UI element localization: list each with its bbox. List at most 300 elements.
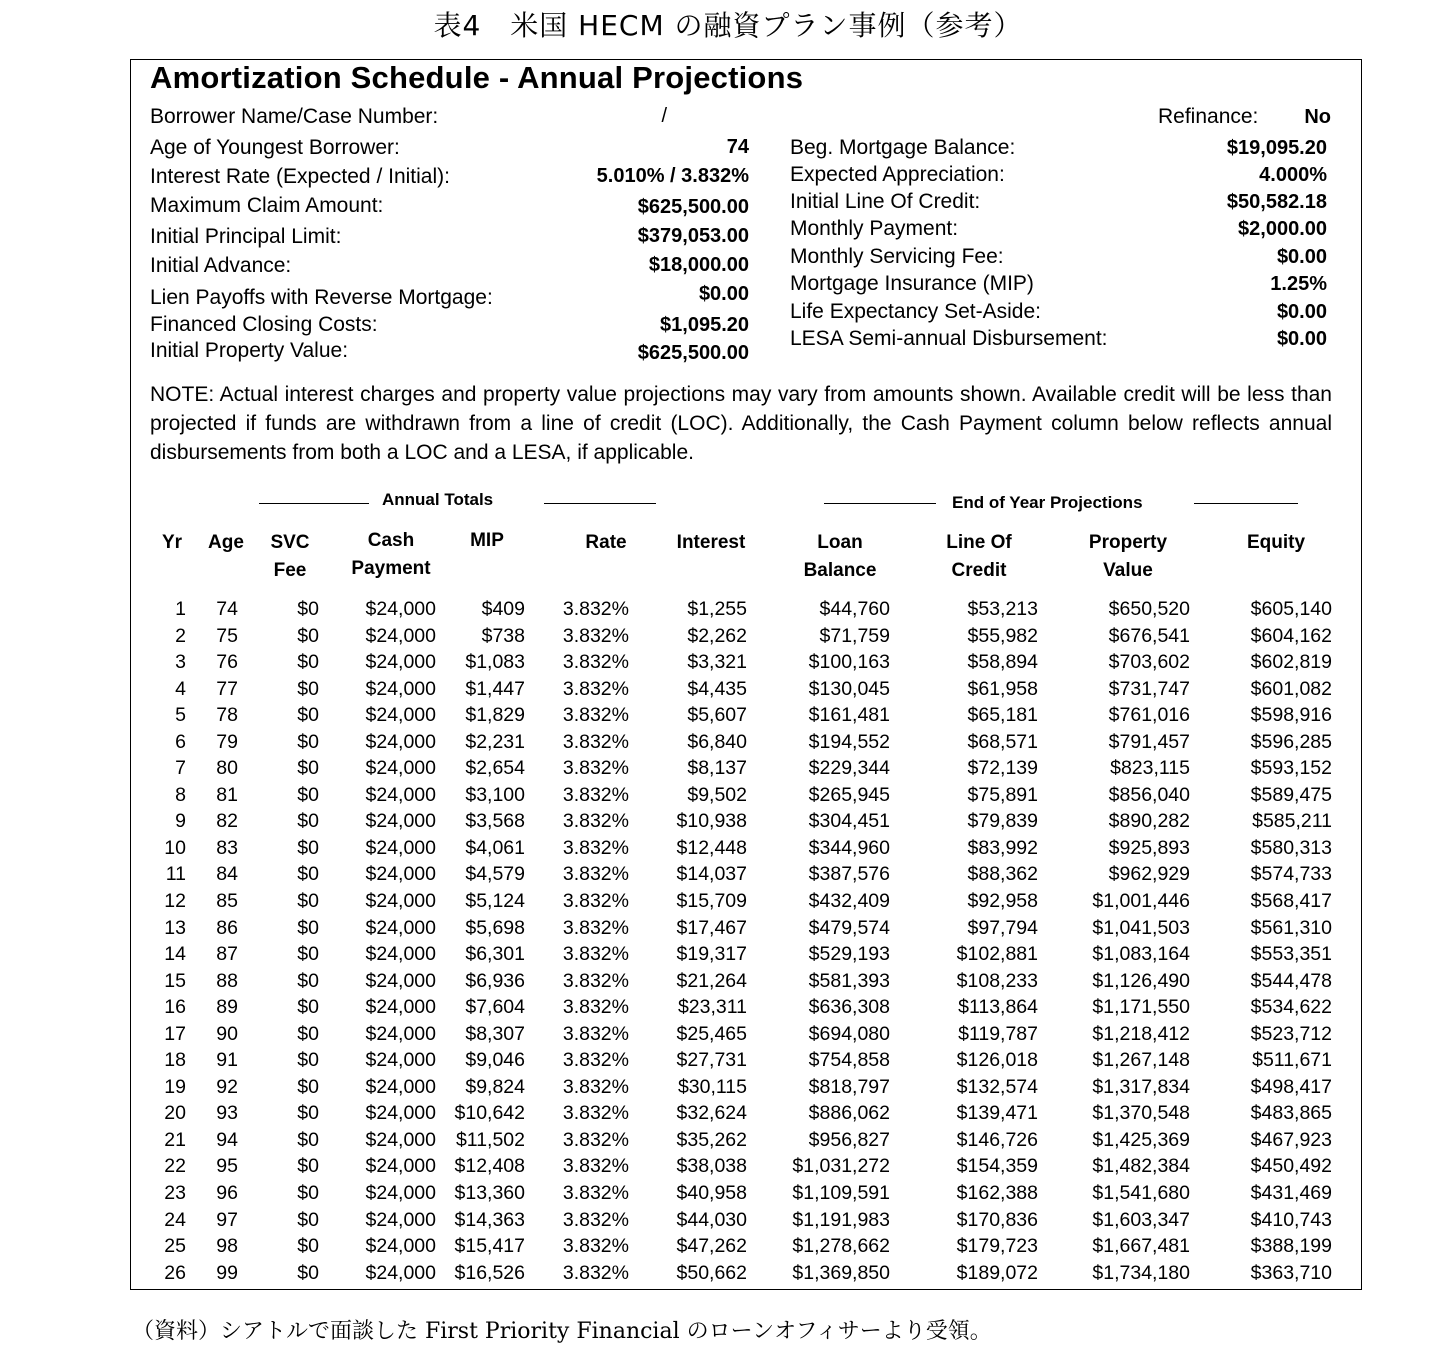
cell-cash-payment: $24,000 bbox=[365, 651, 436, 674]
cell-equity: $585,211 bbox=[1252, 810, 1332, 833]
field-label: LESA Semi-annual Disbursement: bbox=[790, 327, 1108, 350]
cell-mip: $6,301 bbox=[465, 943, 525, 966]
cell-mip: $14,363 bbox=[454, 1208, 525, 1231]
field-value: 4.000% bbox=[1259, 164, 1327, 186]
cell-line-of-credit: $61,958 bbox=[967, 677, 1038, 700]
field-label: Interest Rate (Expected / Initial): bbox=[150, 165, 450, 188]
cell-loan-balance: $886,062 bbox=[808, 1102, 890, 1125]
field-value: $0.00 bbox=[1276, 246, 1327, 268]
cell-rate: 3.832% bbox=[562, 810, 629, 833]
cell-loan-balance: $1,191,983 bbox=[792, 1208, 890, 1231]
field-label: Monthly Servicing Fee: bbox=[790, 245, 1004, 268]
cell-cash-payment: $24,000 bbox=[365, 1022, 436, 1045]
cell-property-value: $731,747 bbox=[1108, 677, 1190, 700]
cell-cash-payment: $24,000 bbox=[365, 1155, 436, 1178]
cell-svc-fee: $0 bbox=[297, 783, 319, 806]
cell-svc-fee: $0 bbox=[297, 624, 319, 647]
field-value: 1.25% bbox=[1270, 273, 1327, 295]
cell-mip: $1,083 bbox=[465, 651, 525, 674]
field-label: Borrower Name/Case Number: bbox=[150, 105, 439, 128]
cell-rate: 3.832% bbox=[562, 1049, 629, 1072]
cell-yr: 23 bbox=[164, 1182, 186, 1205]
cell-line-of-credit: $83,992 bbox=[967, 836, 1038, 859]
cell-age: 97 bbox=[216, 1208, 238, 1231]
cell-svc-fee: $0 bbox=[297, 1022, 319, 1045]
column-header-line-of-credit: Line Of Credit bbox=[946, 532, 1012, 581]
cell-line-of-credit: $126,018 bbox=[956, 1049, 1038, 1072]
cell-cash-payment: $24,000 bbox=[365, 836, 436, 859]
table-row bbox=[131, 729, 1363, 756]
cell-svc-fee: $0 bbox=[297, 810, 319, 833]
cell-mip: $16,526 bbox=[454, 1261, 525, 1284]
table-row bbox=[131, 1127, 1363, 1154]
cell-interest: $21,264 bbox=[676, 969, 747, 992]
document-title: 表4 米国 HECM の融資プラン事例（参考） bbox=[433, 9, 1023, 42]
cell-yr: 11 bbox=[165, 863, 186, 886]
cell-line-of-credit: $92,958 bbox=[967, 890, 1038, 913]
cell-age: 75 bbox=[216, 624, 238, 647]
cell-equity: $410,743 bbox=[1250, 1208, 1332, 1231]
cell-loan-balance: $194,552 bbox=[808, 730, 890, 753]
cell-line-of-credit: $53,213 bbox=[967, 598, 1038, 620]
cell-mip: $10,642 bbox=[454, 1102, 525, 1125]
cell-loan-balance: $304,451 bbox=[808, 810, 890, 833]
cell-property-value: $856,040 bbox=[1108, 783, 1190, 806]
amortization-schedule-box bbox=[130, 59, 1362, 1290]
cell-line-of-credit: $146,726 bbox=[956, 1128, 1038, 1151]
table-row bbox=[131, 888, 1363, 915]
cell-rate: 3.832% bbox=[562, 1022, 629, 1045]
cell-interest: $15,709 bbox=[676, 890, 747, 913]
cell-loan-balance: $956,827 bbox=[808, 1128, 890, 1151]
cell-svc-fee: $0 bbox=[297, 1261, 319, 1284]
cell-yr: 9 bbox=[175, 810, 186, 833]
field-label: Refinance: bbox=[1158, 105, 1259, 128]
cell-line-of-credit: $139,471 bbox=[956, 1102, 1038, 1125]
cell-property-value: $962,929 bbox=[1108, 863, 1190, 886]
cell-cash-payment: $24,000 bbox=[365, 1208, 436, 1231]
cell-interest: $35,262 bbox=[676, 1128, 747, 1151]
cell-svc-fee: $0 bbox=[297, 1075, 319, 1098]
table-row bbox=[131, 1047, 1363, 1074]
cell-rate: 3.832% bbox=[562, 1155, 629, 1178]
cell-property-value: $1,482,384 bbox=[1092, 1155, 1190, 1178]
cell-cash-payment: $24,000 bbox=[365, 1102, 436, 1125]
cell-svc-fee: $0 bbox=[297, 863, 319, 886]
table-row bbox=[131, 1153, 1363, 1180]
cell-cash-payment: $24,000 bbox=[365, 810, 436, 833]
field-value: $0.00 bbox=[1276, 301, 1327, 323]
cell-cash-payment: $24,000 bbox=[365, 996, 436, 1019]
cell-mip: $3,100 bbox=[465, 783, 525, 806]
cell-cash-payment: $24,000 bbox=[365, 677, 436, 700]
cell-interest: $9,502 bbox=[687, 783, 747, 806]
cell-age: 81 bbox=[216, 783, 238, 806]
cell-interest: $5,607 bbox=[687, 704, 747, 727]
cell-mip: $3,568 bbox=[465, 810, 525, 833]
cell-mip: $9,046 bbox=[465, 1049, 525, 1072]
cell-equity: $467,923 bbox=[1250, 1128, 1332, 1151]
cell-interest: $17,467 bbox=[676, 916, 747, 939]
cell-yr: 13 bbox=[164, 916, 186, 939]
annual-totals-header: Annual Totals bbox=[382, 490, 494, 509]
field-value: $50,582.18 bbox=[1226, 191, 1327, 213]
cell-interest: $2,262 bbox=[687, 624, 747, 647]
cell-equity: $580,313 bbox=[1250, 836, 1332, 859]
field-value: $379,053.00 bbox=[637, 225, 749, 247]
table-row bbox=[131, 1207, 1363, 1234]
field-value: No bbox=[1304, 106, 1331, 128]
cell-property-value: $1,603,347 bbox=[1092, 1208, 1190, 1231]
cell-interest: $25,465 bbox=[676, 1022, 747, 1045]
field-label: Financed Closing Costs: bbox=[150, 313, 378, 336]
cell-loan-balance: $636,308 bbox=[808, 996, 890, 1019]
field-label: Beg. Mortgage Balance: bbox=[790, 136, 1016, 159]
cell-equity: $598,916 bbox=[1250, 704, 1332, 727]
cell-line-of-credit: $170,836 bbox=[956, 1208, 1038, 1231]
cell-interest: $6,840 bbox=[687, 730, 747, 753]
cell-property-value: $650,520 bbox=[1108, 598, 1190, 620]
cell-rate: 3.832% bbox=[562, 1182, 629, 1205]
field-value: $19,095.20 bbox=[1226, 137, 1327, 159]
cell-svc-fee: $0 bbox=[297, 890, 319, 913]
cell-age: 93 bbox=[216, 1102, 238, 1125]
cell-line-of-credit: $72,139 bbox=[967, 757, 1038, 780]
cell-yr: 26 bbox=[164, 1261, 186, 1284]
cell-property-value: $791,457 bbox=[1108, 730, 1190, 753]
cell-mip: $1,447 bbox=[465, 677, 525, 700]
cell-age: 98 bbox=[216, 1235, 238, 1258]
cell-rate: 3.832% bbox=[562, 598, 629, 620]
field-value: 74 bbox=[726, 136, 749, 158]
cell-mip: $4,061 bbox=[465, 836, 525, 859]
cell-line-of-credit: $102,881 bbox=[956, 943, 1038, 966]
cell-property-value: $823,115 bbox=[1110, 757, 1190, 780]
field-value: 5.010% / 3.832% bbox=[596, 165, 749, 187]
table-row bbox=[131, 915, 1363, 942]
cell-equity: $574,733 bbox=[1250, 863, 1332, 886]
cell-line-of-credit: $132,574 bbox=[956, 1075, 1038, 1098]
cell-mip: $1,829 bbox=[465, 704, 525, 727]
cell-cash-payment: $24,000 bbox=[365, 624, 436, 647]
column-header-cash-payment: Cash Payment bbox=[351, 530, 431, 579]
cell-rate: 3.832% bbox=[562, 1235, 629, 1258]
cell-age: 92 bbox=[216, 1075, 238, 1098]
cell-cash-payment: $24,000 bbox=[365, 1261, 436, 1284]
cell-interest: $12,448 bbox=[676, 836, 747, 859]
field-label: Mortgage Insurance (MIP) bbox=[790, 272, 1034, 295]
cell-equity: $601,082 bbox=[1250, 677, 1332, 700]
cell-mip: $738 bbox=[481, 624, 525, 647]
cell-cash-payment: $24,000 bbox=[365, 1182, 436, 1205]
cell-mip: $15,417 bbox=[454, 1235, 525, 1258]
cell-rate: 3.832% bbox=[562, 1102, 629, 1125]
cell-mip: $5,124 bbox=[465, 890, 525, 913]
cell-interest: $32,624 bbox=[676, 1102, 747, 1125]
table-row bbox=[131, 702, 1363, 729]
cell-line-of-credit: $108,233 bbox=[956, 969, 1038, 992]
field-label: Lien Payoffs with Reverse Mortgage: bbox=[150, 286, 493, 309]
cell-equity: $561,310 bbox=[1250, 916, 1332, 939]
cell-age: 90 bbox=[216, 1022, 238, 1045]
field-label: Expected Appreciation: bbox=[790, 163, 1005, 186]
cell-rate: 3.832% bbox=[562, 651, 629, 674]
cell-line-of-credit: $113,864 bbox=[958, 996, 1038, 1019]
cell-age: 84 bbox=[216, 863, 238, 886]
column-header-age: Age bbox=[208, 532, 244, 553]
cell-rate: 3.832% bbox=[562, 1208, 629, 1231]
field-value: $0.00 bbox=[698, 283, 749, 305]
cell-age: 96 bbox=[216, 1182, 238, 1205]
cell-svc-fee: $0 bbox=[297, 943, 319, 966]
cell-mip: $5,698 bbox=[465, 916, 525, 939]
cell-yr: 16 bbox=[164, 996, 186, 1019]
field-value: $18,000.00 bbox=[648, 254, 749, 276]
cell-equity: $568,417 bbox=[1250, 890, 1332, 913]
cell-yr: 3 bbox=[175, 651, 186, 674]
header-rule bbox=[259, 503, 369, 504]
cell-rate: 3.832% bbox=[562, 969, 629, 992]
cell-rate: 3.832% bbox=[562, 730, 629, 753]
cell-cash-payment: $24,000 bbox=[365, 943, 436, 966]
cell-equity: $602,819 bbox=[1250, 651, 1332, 674]
cell-yr: 21 bbox=[164, 1128, 186, 1151]
cell-yr: 25 bbox=[164, 1235, 186, 1258]
cell-property-value: $1,425,369 bbox=[1092, 1128, 1190, 1151]
cell-property-value: $1,083,164 bbox=[1092, 943, 1190, 966]
cell-rate: 3.832% bbox=[562, 890, 629, 913]
cell-interest: $30,115 bbox=[677, 1075, 747, 1098]
cell-line-of-credit: $189,072 bbox=[956, 1261, 1038, 1284]
cell-age: 91 bbox=[216, 1049, 238, 1072]
cell-interest: $47,262 bbox=[676, 1235, 747, 1258]
cell-property-value: $1,001,446 bbox=[1092, 890, 1190, 913]
table-row bbox=[131, 1100, 1363, 1127]
cell-mip: $2,654 bbox=[465, 757, 525, 780]
header-rule bbox=[1194, 503, 1298, 504]
field-value: / bbox=[661, 105, 667, 127]
cell-cash-payment: $24,000 bbox=[365, 757, 436, 780]
cell-loan-balance: $479,574 bbox=[808, 916, 890, 939]
cell-property-value: $676,541 bbox=[1108, 624, 1190, 647]
cell-svc-fee: $0 bbox=[297, 677, 319, 700]
cell-age: 86 bbox=[216, 916, 238, 939]
cell-mip: $11,502 bbox=[455, 1128, 525, 1151]
cell-yr: 18 bbox=[164, 1049, 186, 1072]
cell-equity: $431,469 bbox=[1250, 1182, 1332, 1205]
table-row bbox=[131, 941, 1363, 968]
cell-mip: $8,307 bbox=[465, 1022, 525, 1045]
cell-cash-payment: $24,000 bbox=[365, 1128, 436, 1151]
cell-interest: $1,255 bbox=[687, 598, 747, 620]
header-rule bbox=[824, 503, 936, 504]
cell-property-value: $1,370,548 bbox=[1092, 1102, 1190, 1125]
cell-loan-balance: $1,369,850 bbox=[792, 1261, 890, 1284]
cell-loan-balance: $71,759 bbox=[819, 624, 890, 647]
table-row bbox=[131, 755, 1363, 782]
cell-loan-balance: $432,409 bbox=[808, 890, 890, 913]
column-header-yr: Yr bbox=[161, 532, 183, 553]
cell-loan-balance: $130,045 bbox=[808, 677, 890, 700]
cell-property-value: $1,126,490 bbox=[1092, 969, 1190, 992]
cell-line-of-credit: $65,181 bbox=[967, 704, 1038, 727]
cell-interest: $19,317 bbox=[676, 943, 747, 966]
field-label: Life Expectancy Set-Aside: bbox=[790, 300, 1041, 323]
cell-line-of-credit: $119,787 bbox=[958, 1022, 1038, 1045]
cell-mip: $12,408 bbox=[454, 1155, 525, 1178]
cell-rate: 3.832% bbox=[562, 1261, 629, 1284]
cell-line-of-credit: $58,894 bbox=[967, 651, 1038, 674]
cell-loan-balance: $265,945 bbox=[808, 783, 890, 806]
cell-svc-fee: $0 bbox=[297, 1235, 319, 1258]
field-label: Age of Youngest Borrower: bbox=[150, 136, 400, 159]
table-row bbox=[131, 596, 1363, 623]
cell-property-value: $1,734,180 bbox=[1092, 1261, 1190, 1284]
column-header-interest: Interest bbox=[676, 532, 746, 553]
table-row bbox=[131, 1180, 1363, 1207]
table-row bbox=[131, 1260, 1363, 1287]
cell-equity: $605,140 bbox=[1250, 598, 1332, 620]
cell-age: 79 bbox=[216, 730, 238, 753]
cell-age: 89 bbox=[216, 996, 238, 1019]
cell-rate: 3.832% bbox=[562, 757, 629, 780]
cell-interest: $3,321 bbox=[687, 651, 747, 674]
cell-age: 99 bbox=[216, 1261, 238, 1284]
cell-property-value: $1,218,412 bbox=[1092, 1022, 1190, 1045]
cell-rate: 3.832% bbox=[562, 863, 629, 886]
cell-loan-balance: $529,193 bbox=[808, 943, 890, 966]
cell-cash-payment: $24,000 bbox=[365, 863, 436, 886]
cell-rate: 3.832% bbox=[562, 916, 629, 939]
cell-svc-fee: $0 bbox=[297, 1128, 319, 1151]
column-header-mip: MIP bbox=[470, 530, 504, 551]
cell-mip: $9,824 bbox=[465, 1075, 525, 1098]
cell-equity: $511,671 bbox=[1252, 1049, 1332, 1072]
cell-loan-balance: $387,576 bbox=[808, 863, 890, 886]
table-row bbox=[131, 835, 1363, 862]
cell-cash-payment: $24,000 bbox=[365, 890, 436, 913]
field-label: Maximum Claim Amount: bbox=[150, 194, 384, 217]
cell-rate: 3.832% bbox=[562, 1075, 629, 1098]
cell-line-of-credit: $179,723 bbox=[956, 1235, 1038, 1258]
field-label: Initial Principal Limit: bbox=[150, 225, 342, 248]
cell-yr: 17 bbox=[164, 1022, 186, 1045]
cell-yr: 10 bbox=[164, 836, 186, 859]
cell-cash-payment: $24,000 bbox=[365, 783, 436, 806]
cell-interest: $23,311 bbox=[677, 996, 747, 1019]
cell-loan-balance: $344,960 bbox=[808, 836, 890, 859]
cell-yr: 19 bbox=[164, 1075, 186, 1098]
cell-interest: $14,037 bbox=[676, 863, 747, 886]
column-header-loan-balance: Loan Balance bbox=[803, 532, 877, 581]
table-row bbox=[131, 1074, 1363, 1101]
cell-loan-balance: $581,393 bbox=[808, 969, 890, 992]
cell-interest: $44,030 bbox=[676, 1208, 747, 1231]
cell-cash-payment: $24,000 bbox=[365, 704, 436, 727]
cell-equity: $483,865 bbox=[1250, 1102, 1332, 1125]
cell-cash-payment: $24,000 bbox=[365, 598, 436, 620]
table-row bbox=[131, 676, 1363, 703]
cell-property-value: $890,282 bbox=[1108, 810, 1190, 833]
field-value: $625,500.00 bbox=[637, 342, 749, 364]
cell-line-of-credit: $68,571 bbox=[967, 730, 1038, 753]
cell-age: 76 bbox=[216, 651, 238, 674]
cell-yr: 1 bbox=[175, 598, 186, 620]
cell-loan-balance: $1,109,591 bbox=[792, 1182, 890, 1205]
cell-mip: $2,231 bbox=[465, 730, 525, 753]
field-value: $1,095.20 bbox=[660, 314, 749, 336]
field-value: $2,000.00 bbox=[1238, 218, 1327, 240]
cell-interest: $10,938 bbox=[676, 810, 747, 833]
cell-equity: $589,475 bbox=[1250, 783, 1332, 806]
disclaimer-note: NOTE: Actual interest charges and property value projections may vary from amounts shown. Available credit will be less than projected if funds are withdrawn from a line of credit (LOC). Additionally, the Cash Payment column below reflects annual disbursements from both a LOC and a LESA, if applicable. bbox=[150, 383, 1332, 464]
table-row bbox=[131, 623, 1363, 650]
schedule-title: Amortization Schedule - Annual Projections bbox=[150, 60, 804, 95]
cell-age: 95 bbox=[216, 1155, 238, 1178]
cell-svc-fee: $0 bbox=[297, 916, 319, 939]
cell-rate: 3.832% bbox=[562, 1128, 629, 1151]
table-row bbox=[131, 968, 1363, 995]
projection-table-body bbox=[131, 596, 1363, 1286]
cell-yr: 20 bbox=[164, 1102, 186, 1125]
cell-property-value: $1,267,148 bbox=[1092, 1049, 1190, 1072]
cell-line-of-credit: $88,362 bbox=[967, 863, 1038, 886]
cell-property-value: $1,667,481 bbox=[1092, 1235, 1190, 1258]
cell-interest: $50,662 bbox=[676, 1261, 747, 1284]
table-row bbox=[131, 649, 1363, 676]
cell-property-value: $1,171,550 bbox=[1092, 996, 1190, 1019]
cell-loan-balance: $818,797 bbox=[808, 1075, 890, 1098]
cell-cash-payment: $24,000 bbox=[365, 730, 436, 753]
cell-cash-payment: $24,000 bbox=[365, 1075, 436, 1098]
cell-svc-fee: $0 bbox=[297, 1182, 319, 1205]
cell-rate: 3.832% bbox=[562, 783, 629, 806]
cell-svc-fee: $0 bbox=[297, 730, 319, 753]
cell-svc-fee: $0 bbox=[297, 1155, 319, 1178]
cell-age: 82 bbox=[216, 810, 238, 833]
cell-loan-balance: $100,163 bbox=[808, 651, 890, 674]
field-value: $625,500.00 bbox=[637, 196, 749, 218]
cell-yr: 15 bbox=[164, 969, 186, 992]
cell-age: 94 bbox=[216, 1128, 238, 1151]
table-row bbox=[131, 994, 1363, 1021]
cell-line-of-credit: $154,359 bbox=[956, 1155, 1038, 1178]
table-row bbox=[131, 1233, 1363, 1260]
cell-rate: 3.832% bbox=[562, 836, 629, 859]
cell-yr: 2 bbox=[175, 624, 186, 647]
cell-yr: 8 bbox=[175, 783, 186, 806]
table-row bbox=[131, 861, 1363, 888]
cell-loan-balance: $1,278,662 bbox=[792, 1235, 890, 1258]
cell-cash-payment: $24,000 bbox=[365, 1049, 436, 1072]
cell-svc-fee: $0 bbox=[297, 836, 319, 859]
table-row bbox=[131, 782, 1363, 809]
cell-yr: 7 bbox=[175, 757, 186, 780]
cell-loan-balance: $229,344 bbox=[808, 757, 890, 780]
field-label: Monthly Payment: bbox=[790, 217, 959, 240]
cell-mip: $409 bbox=[481, 598, 525, 620]
cell-yr: 4 bbox=[175, 677, 186, 700]
cell-svc-fee: $0 bbox=[297, 757, 319, 780]
cell-line-of-credit: $55,982 bbox=[967, 624, 1038, 647]
cell-equity: $553,351 bbox=[1250, 943, 1332, 966]
field-label: Initial Line Of Credit: bbox=[790, 190, 981, 213]
cell-rate: 3.832% bbox=[562, 996, 629, 1019]
cell-age: 88 bbox=[216, 969, 238, 992]
cell-property-value: $1,317,834 bbox=[1092, 1075, 1190, 1098]
cell-interest: $4,435 bbox=[687, 677, 747, 700]
header-rule bbox=[544, 503, 656, 504]
